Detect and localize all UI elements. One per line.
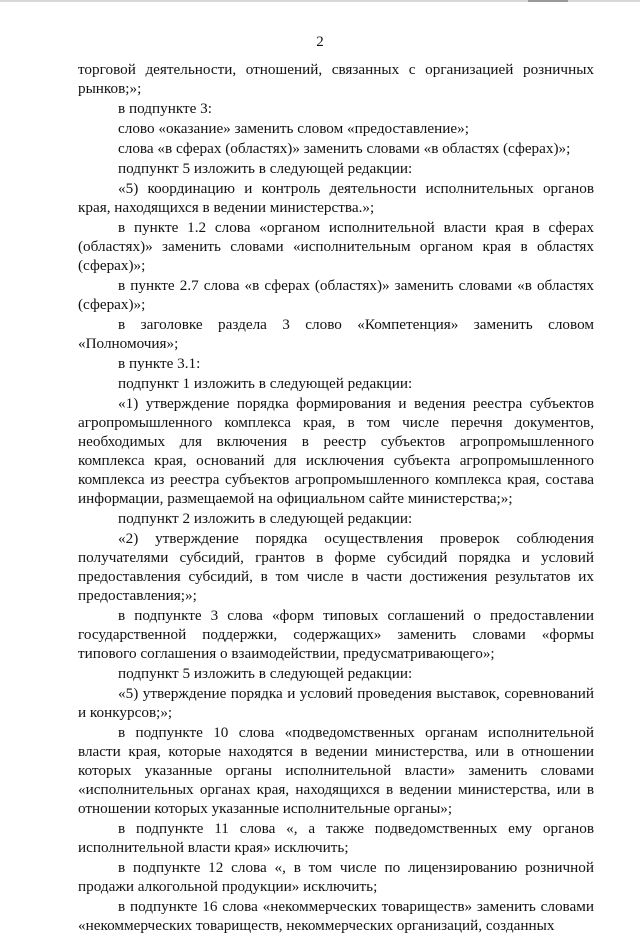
paragraph-subclause-12: в подпункте 12 слова «, в том числе по лицензированию розничной продажи алкогольной продукции» исключить; [78, 859, 594, 895]
paragraph-subclause-3-forms: в подпункте 3 слова «форм типовых соглашений о предоставлении государственной поддержки, содержащих» заменить словами «формы типового соглашения о взаимодействии, предусматривающего»; [78, 607, 594, 662]
paragraph-subclause-1-intro: подпункт 1 изложить в следующей редакции: [118, 375, 413, 392]
paragraph-subclause-2-intro: подпункт 2 изложить в следующей редакции: [118, 510, 413, 527]
paragraph-item-2-7: в пункте 2.7 слова «в сферах (областях)» заменить словами «в областях (сферах)»; [78, 277, 594, 313]
paragraph-subclause-5-intro: подпункт 5 изложить в следующей редакции: [118, 160, 413, 177]
paragraph-word-replacement: слово «оказание» заменить словом «предоставление»; [118, 120, 469, 137]
paragraph-words-replacement: слова «в сферах (областях)» заменить словами «в областях (сферах)»; [118, 140, 571, 157]
paragraph-subclause-5b-text: «5) утверждение порядка и условий проведения выставок, соревнований и конкурсов;»; [78, 685, 594, 721]
paragraph-subclause-5-text: «5) координацию и контроль деятельности исполнительных органов края, находящихся в ведении министерства.»; [78, 180, 594, 216]
paragraph-item-3-1: в пункте 3.1: [118, 355, 201, 372]
paragraph-subclause-2-text: «2) утверждение порядка осуществления проверок соблюдения получателями субсидий, грантов в форме субсидий порядка и условий предоставления субсидий, в том числе в части достижения результатов их предоставления;»; [78, 530, 594, 604]
paragraph-subclause-11: в подпункте 11 слова «, а также подведомственных ему органов исполнительной власти края» исключить; [78, 820, 594, 856]
paragraph-subclause-16: в подпункте 16 слова «некоммерческих товариществ» заменить словами «некоммерческих товариществ, некоммерческих организаций, созданных [78, 898, 594, 934]
paragraph-continuation: торговой деятельности, отношений, связанных с организацией розничных рынков;»; [78, 61, 594, 97]
scan-corner-mark [528, 0, 568, 2]
paragraph-subclause-10: в подпункте 10 слова «подведомственных органам исполнительной власти края, которые находятся в ведении министерства, или в отношении которых указанные органы исполнительной власти» заменить словами «исполнительных органах края, находящихся в ведении министерства, или в отношении которых указанные исполнительные органы»; [78, 724, 594, 817]
paragraph-subclause-3: в подпункте 3: [118, 100, 212, 117]
paragraph-item-1-2: в пункте 1.2 слова «органом исполнительной власти края в сферах (областях)» заменить словами «исполнительным органом края в областях (сферах)»; [78, 219, 594, 274]
paragraph-subclause-1-text: «1) утверждение порядка формирования и ведения реестра субъектов агропромышленного комплекса края, в том числе перечня документов, необходимых для включения в реестр субъектов агропромышленного комплекса края, оснований для исключения субъекта агропромышленного комплекса из реестра субъектов агропромышленного комплекса края, состава информации, размещаемой на официальном сайте министерства;»; [78, 395, 594, 507]
paragraph-subclause-5b-intro: подпункт 5 изложить в следующей редакции: [118, 665, 413, 682]
document-body [78, 60, 594, 936]
paragraph-section-3-heading: в заголовке раздела 3 слово «Компетенция» заменить словом «Полномочия»; [78, 316, 594, 352]
page-number: 2 [316, 34, 324, 50]
